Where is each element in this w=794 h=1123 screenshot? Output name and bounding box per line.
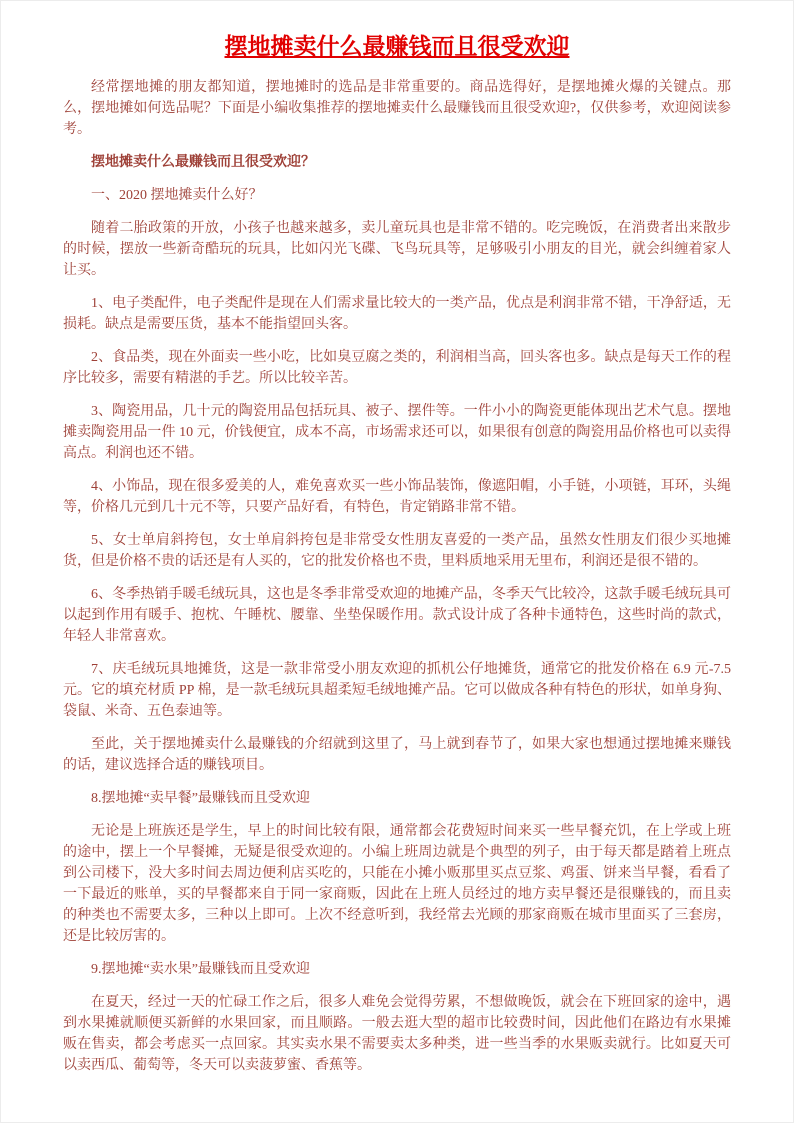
item-1-electronics: 1、电子类配件，电子类配件是现在人们需求量比较大的一类产品，优点是利润非常不错，干净舒适，无损耗。缺点是需要压货，基本不能指望回头客。 [63,296,731,332]
section-8-heading: 8.摆地摊“卖早餐”最赚钱而且受欢迎 [91,791,310,806]
item-7-plush-toys: 7、庆毛绒玩具地摊货，这是一款非常受小朋友欢迎的抓机公仔地摊货，通常它的批发价格在 6.9 元-7.5 元。它的填充材质 PP 棉，是一款毛绒玩具超柔短毛绒地摊产品。它可以做成各种有特色的形状，如单身狗、袋鼠、米奇、五色泰迪等。 [63,662,731,719]
section-8-body: 无论是上班族还是学生，早上的时间比较有限，通常都会花费短时间来买一些早餐充饥，在上学或上班的途中，摆上一个早餐摊，无疑是很受欢迎的。小编上班周边就是个典型的列子，由于每天都是踏着上班点到公司楼下，没大多时间去周边便利店买吃的，只能在小摊小贩那里买点豆浆、鸡蛋、饼来当早餐，看看了一下最近的账单，买的早餐都来自于同一家商贩，因此在上班人员经过的地方卖早餐还是很赚钱的，而且卖的种类也不需要太多，三种以上即可。上次不经意听到，我经常去光顾的那家商贩在城市里面买了三套房，还是比较厉害的。 [63,824,731,944]
section-9-body: 在夏天，经过一天的忙碌工作之后，很多人难免会觉得劳累，不想做晚饭，就会在下班回家的途中，遇到水果摊就顺便买新鲜的水果回家，而且顺路。一般去逛大型的超市比较费时间，因此他们在路边有水果摊贩在售卖，都会考虑买一点回家。其实卖水果不需要卖太多种类，进一些当季的水果贩卖就行。比如夏天可以卖西瓜、葡萄等，冬天可以卖菠萝蜜、香蕉等。 [63,995,731,1073]
item-2-food: 2、食品类，现在外面卖一些小吃，比如臭豆腐之类的，利润相当高，回头客也多。缺点是每天工作的程序比较多，需要有精湛的手艺。所以比较辛苦。 [63,350,731,386]
intro-paragraph: 经常摆地摊的朋友都知道，摆地摊时的选品是非常重要的。商品选得好，是摆地摊火爆的关键点。那么，摆地摊如何选品呢？下面是小编收集推荐的摆地摊卖什么最赚钱而且很受欢迎?，仅供参考，欢迎阅读参考。 [63,80,731,137]
section-1-heading: 一、2020 摆地摊卖什么好？ [91,188,263,203]
section-9-heading: 9.摆地摊“卖水果”最赚钱而且受欢迎 [91,962,310,977]
item-3-ceramics: 3、陶瓷用品，几十元的陶瓷用品包括玩具、被子、摆件等。一件小小的陶瓷更能体现出艺术气息。摆地摊卖陶瓷用品一件 10 元，价钱便宜，成本不高，市场需求还可以，如果很有创意的陶瓷用品价格也可以卖得高点。利润也还不错。 [63,404,731,461]
item-5-handbags: 5、女士单肩斜挎包，女士单肩斜挎包是非常受女性朋友喜爱的一类产品，虽然女性朋友们很少买地摊货，但是价格不贵的话还是有人买的，它的批发价格也不贵，里料质地采用无里布，利润还是很不错的。 [63,533,731,569]
item-6-hand-warmer-plush: 6、冬季热销手暖毛绒玩具，这也是冬季非常受欢迎的地摊产品，冬季天气比较冷，这款手暖毛绒玩具可以起到作用有暖手、抱枕、午睡枕、腰靠、坐垫保暖作用。款式设计成了各种卡通特色，这些时尚的款式，年轻人非常喜欢。 [63,587,731,644]
item-4-trinkets: 4、小饰品，现在很多爱美的人，难免喜欢买一些小饰品装饰，像遮阳帽，小手链，小项链，耳环，头绳等，价格几元到几十元不等，只要产品好看，有特色，肯定销路非常不错。 [63,479,731,515]
document-title: 摆地摊卖什么最赚钱而且很受欢迎 [224,33,570,59]
conclusion-paragraph: 至此，关于摆地摊卖什么最赚钱的介绍就到这里了，马上就到春节了，如果大家也想通过摆地摊来赚钱的话，建议选择合适的赚钱项目。 [63,737,731,773]
section-1-intro: 随着二胎政策的开放，小孩子也越来越多，卖儿童玩具也是非常不错的。吃完晚饭，在消费者出来散步的时候，摆放一些新奇酷玩的玩具，比如闪光飞碟、飞鸟玩具等，足够吸引小朋友的目光，就会纠缠着家人让买。 [63,221,731,278]
main-heading: 摆地摊卖什么最赚钱而且很受欢迎？ [91,155,315,170]
